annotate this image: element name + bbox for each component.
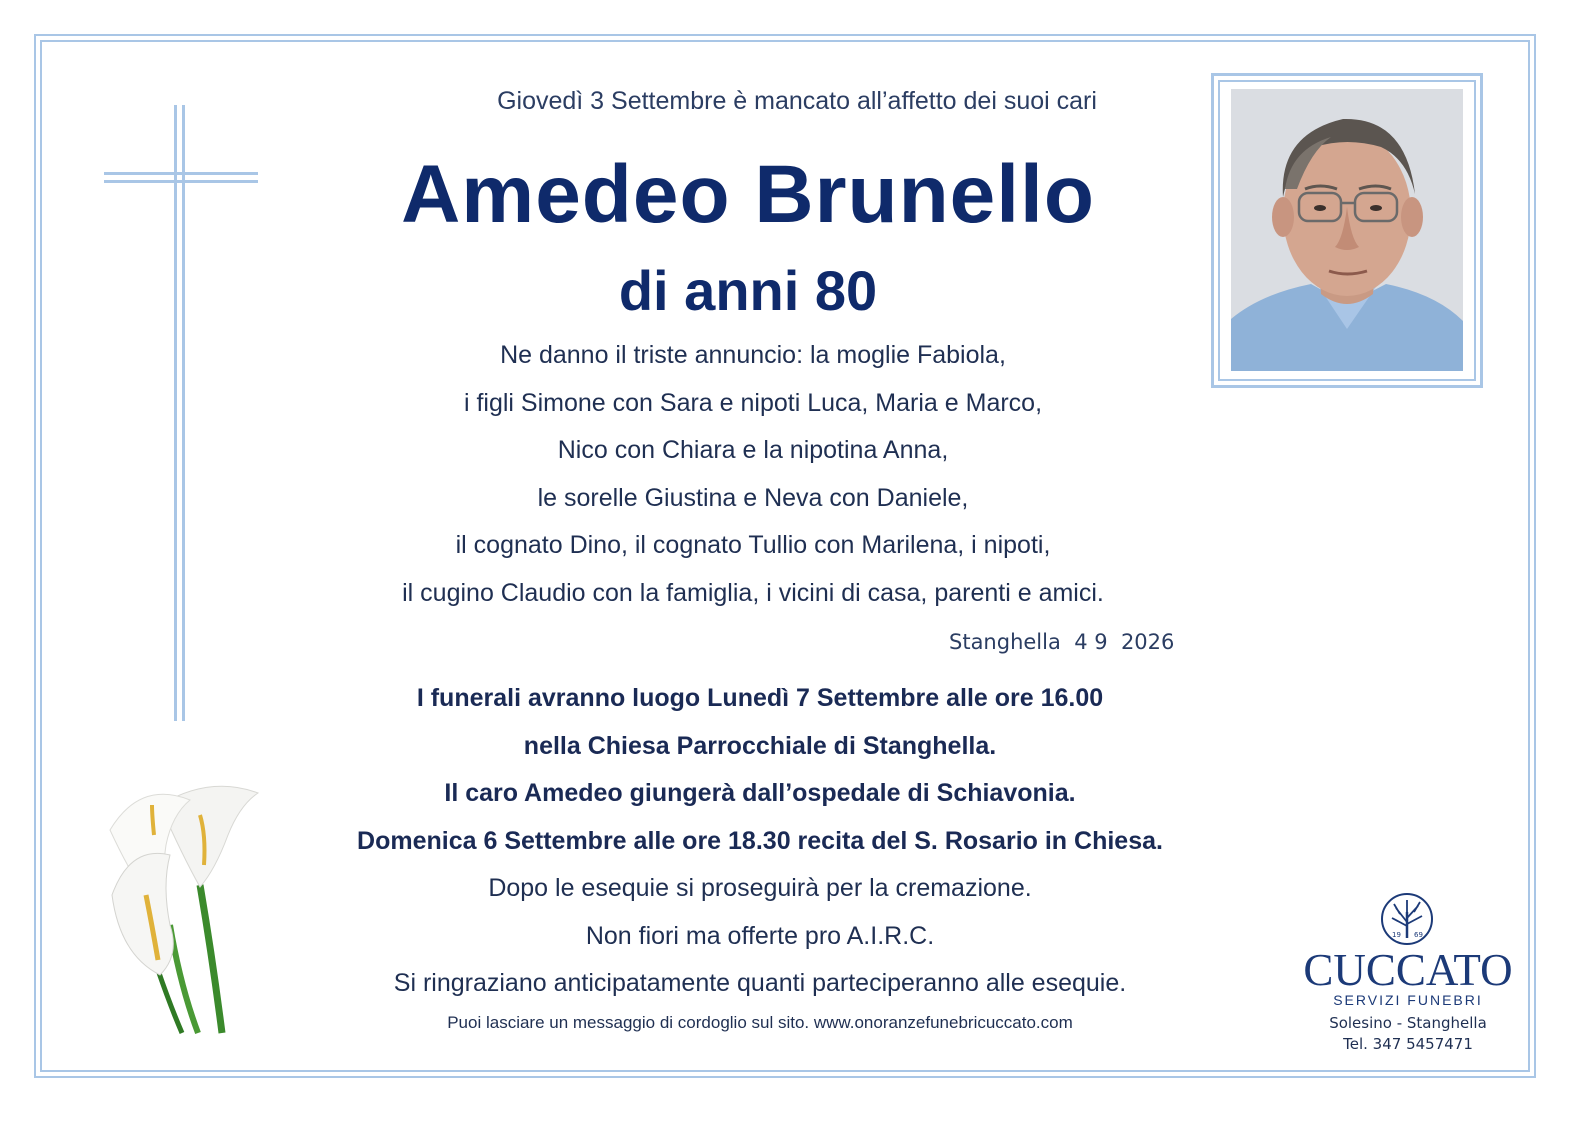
cross-icon: [104, 105, 258, 721]
tree-icon: [1380, 892, 1434, 946]
announcement-line: Nico con Chiara e la nipotina Anna,: [557, 436, 949, 464]
deceased-photo: [1231, 89, 1463, 371]
announcement-line: le sorelle Giustina e Neva con Daniele,: [537, 484, 969, 512]
logo-phone: Tel. 347 5457471: [1343, 1035, 1473, 1053]
condolence-message: Puoi lasciare un messaggio di cordoglio sul sito. www.onoranzefunebricuccato.com: [447, 1013, 1073, 1032]
calla-lily-icon: [100, 775, 270, 1037]
logo-locations: Solesino - Stanghella: [1329, 1014, 1487, 1032]
announcement-line: il cognato Dino, il cognato Tullio con Marilena, i nipoti,: [455, 531, 1051, 559]
company-logo: [1290, 890, 1526, 1060]
logo-year-left: 19: [1392, 931, 1401, 939]
announcement-line: i figli Simone con Sara e nipoti Luca, Maria e Marco,: [463, 389, 1043, 417]
funeral-line: I funerali avranno luogo Lunedì 7 Settembre alle ore 16.00: [416, 684, 1104, 712]
logo-name: CUCCATO: [1303, 945, 1513, 995]
logo-subtitle: SERVIZI FUNEBRI: [1333, 992, 1483, 1008]
info-line: Si ringraziano anticipatamente quanti parteciperanno alle esequie.: [393, 969, 1127, 997]
announcement-line: il cugino Claudio con la famiglia, i vicini di casa, parenti e amici.: [402, 579, 1104, 607]
announcement-line: Ne danno il triste annuncio: la moglie Fabiola,: [500, 341, 1006, 369]
info-line: Non fiori ma offerte pro A.I.R.C.: [585, 922, 935, 950]
funeral-line: nella Chiesa Parrocchiale di Stanghella.: [523, 732, 997, 760]
logo-year-right: 69: [1414, 931, 1423, 939]
deceased-age: di anni 80: [618, 259, 878, 322]
info-line: Dopo le esequie si proseguirà per la cremazione.: [488, 874, 1032, 902]
place-date: Stanghella 4 9 2026: [949, 630, 1175, 654]
death-announcement-intro: Giovedì 3 Settembre è mancato all’affetto dei suoi cari: [497, 87, 1097, 115]
funeral-line: Domenica 6 Settembre alle ore 18.30 recita del S. Rosario in Chiesa.: [357, 827, 1163, 855]
deceased-name: Amedeo Brunello: [401, 149, 1095, 240]
funeral-line: Il caro Amedeo giungerà dall’ospedale di Schiavonia.: [444, 779, 1076, 807]
